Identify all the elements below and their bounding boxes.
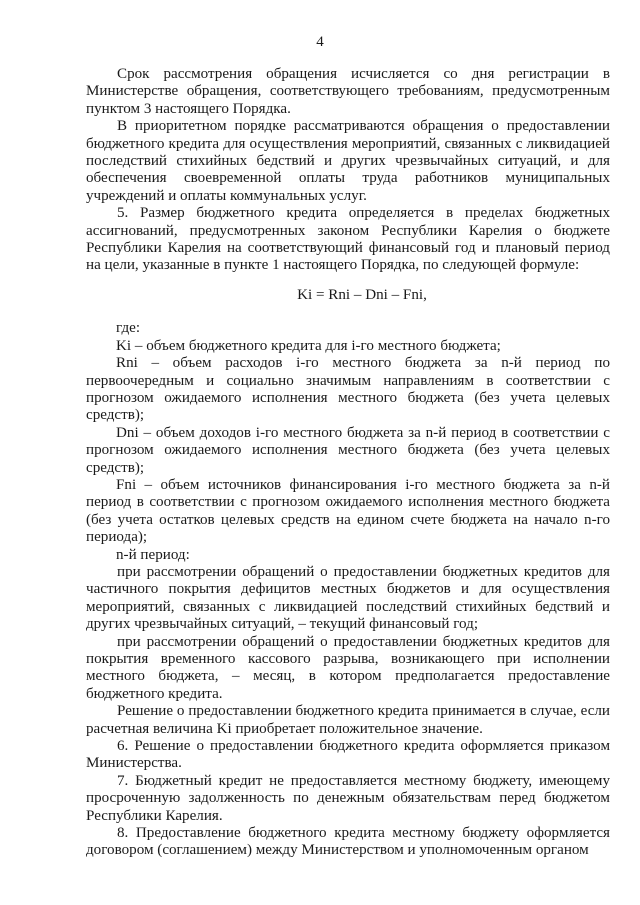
paragraph-item-8: 8. Предоставление бюджетного кредита местному бюджету оформляется договором (соглашением) между Министерством и уполномоченным органом [86, 825, 610, 859]
n-period-case-month: при рассмотрении обращений о предоставлении бюджетных кредитов для покрытия временного кассового разрыва, возникающего при исполнении местного бюджета, – месяц, в котором предполагается предоставление бюджетного кредита. [86, 633, 610, 702]
paragraph-item-6: 6. Решение о предоставлении бюджетного кредита оформляется приказом Министерства. [86, 738, 610, 772]
definition-rni: Rni – объем расходов i-го местного бюджета за n-й период по первоочередным и социально значимым направлениям в соответствии с прогнозом ожидаемого исполнения местного бюджета (без учета целевых средств); [86, 355, 610, 424]
paragraph-decision-condition: Решение о предоставлении бюджетного кредита принимается в случае, если расчетная величина Ki приобретает положительное значение. [86, 703, 610, 737]
n-period-case-current-year: при рассмотрении обращений о предоставлении бюджетных кредитов для частичного покрытия дефицитов местных бюджетов и для осуществления мероприятий, связанных с ликвидацией последствий стихийных бедствий и других чрезвычайных ситуаций, – текущий финансовый год; [86, 563, 610, 633]
definition-ki: Ki – объем бюджетного кредита для i-го местного бюджета; [116, 337, 501, 354]
definition-fni: Fni – объем источников финансирования i-го местного бюджета за n-й период в соответствии с прогнозом ожидаемого исполнения местного бюджета (без учета остатков целевых средств на едином счете бюджета на начало n-го периода); [86, 476, 610, 546]
paragraph-priority: В приоритетном порядке рассматриваются обращения о предоставлении бюджетного кредита для осуществления мероприятий, связанных с ликвидацией последствий стихийных бедствий и других чрезвычайных ситуаций, и для обеспечения своевременной оплаты труда работников муниципальных учреждений и оплаты коммунальных услуг. [86, 118, 610, 204]
where-label: где: [116, 320, 141, 337]
paragraph-review-period: Срок рассмотрения обращения исчисляется со дня регистрации в Министерстве обращения, соответствующего требованиям, предусмотренным пунктом 3 настоящего Порядка. [86, 66, 610, 117]
paragraph-item-7: 7. Бюджетный кредит не предоставляется местному бюджету, имеющему просроченную задолженность по денежным обязательствам перед бюджетом Республики Карелия. [86, 772, 610, 824]
formula: Ki = Rni – Dni – Fni, [297, 286, 427, 303]
page-number: 4 [316, 34, 324, 50]
paragraph-item-5: 5. Размер бюджетного кредита определяется в пределах бюджетных ассигнований, предусмотренных законом Республики Карелия о бюджете Республики Карелия на соответствующий финансовый год и плановый период на цели, указанные в пункте 1 настоящего Порядка, по следующей формуле: [86, 205, 610, 274]
document-body [86, 66, 610, 860]
n-period-label: n-й период: [116, 546, 190, 563]
definition-dni: Dni – объем доходов i-го местного бюджета за n-й период в соответствии с прогнозом ожидаемого исполнения местного бюджета (без учета целевых средств); [86, 424, 610, 476]
